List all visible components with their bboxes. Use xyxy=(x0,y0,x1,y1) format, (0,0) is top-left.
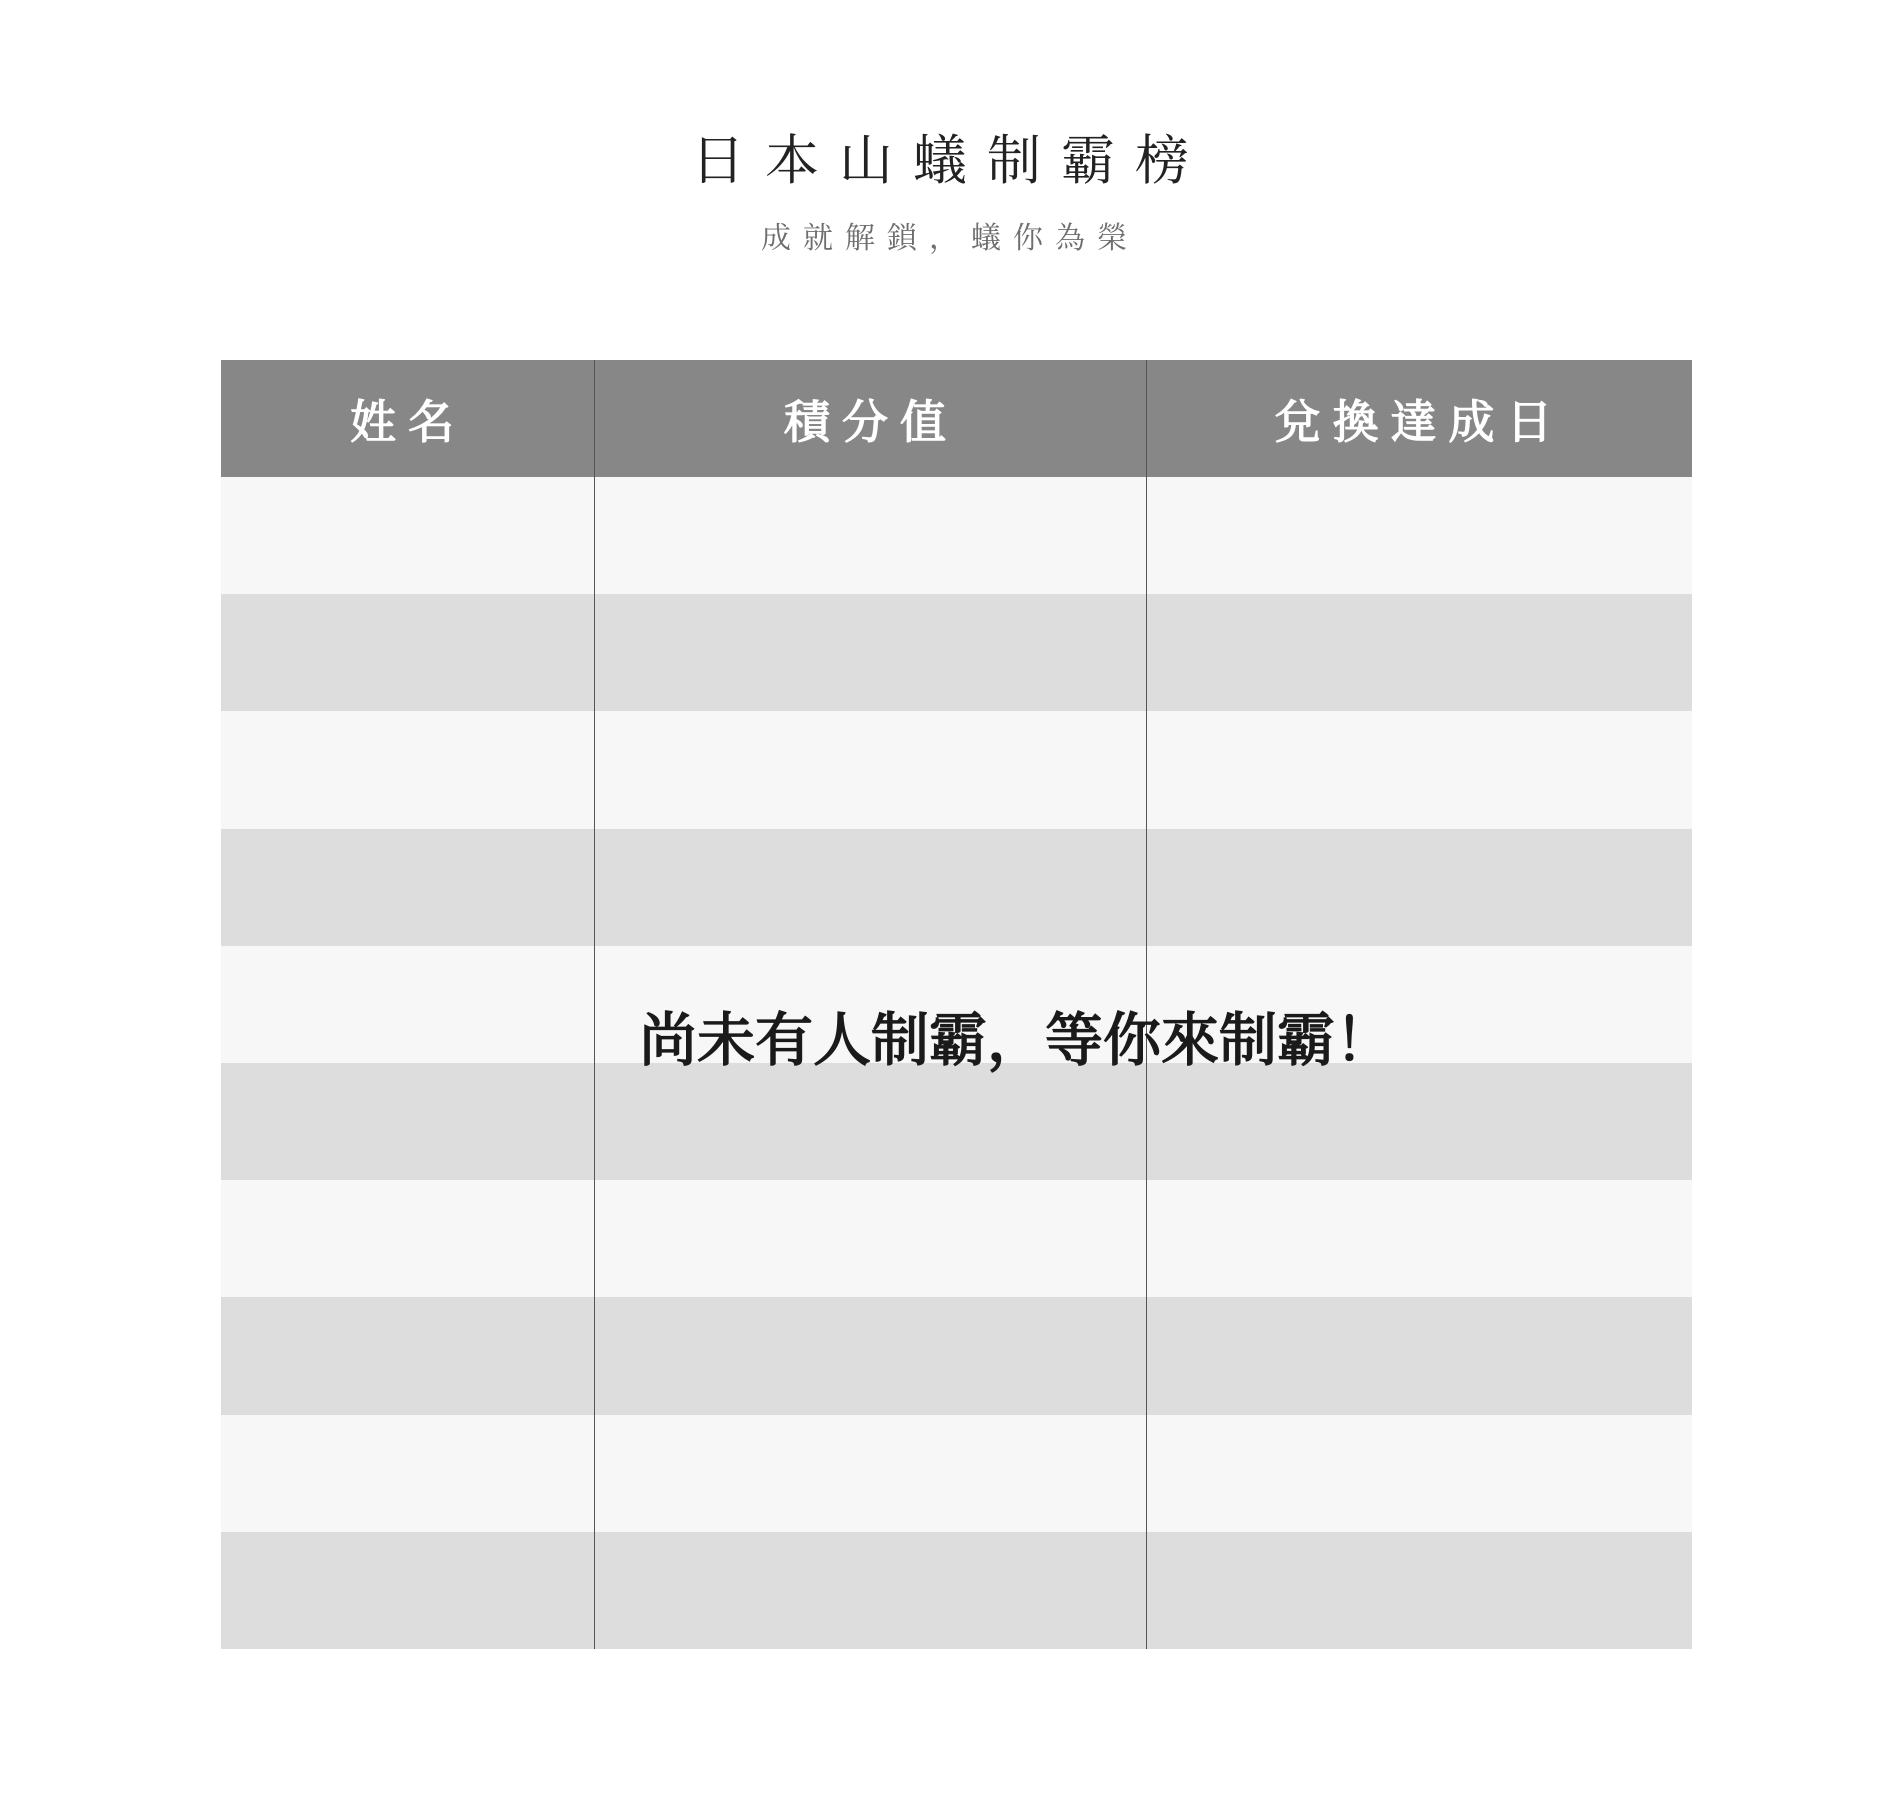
cell-score xyxy=(595,829,1147,946)
cell-date xyxy=(1147,1063,1692,1180)
leaderboard-table xyxy=(221,360,1692,1649)
cell-date xyxy=(1147,1415,1692,1532)
cell-score xyxy=(595,594,1147,711)
cell-date xyxy=(1147,711,1692,828)
table-row xyxy=(221,711,1692,828)
cell-name xyxy=(221,1063,595,1180)
table-header xyxy=(221,360,1692,477)
page-title: 日本山蟻制霸榜 xyxy=(691,129,1209,192)
cell-score xyxy=(595,1415,1147,1532)
cell-score xyxy=(595,711,1147,828)
column-header-date: 兌換達成日 xyxy=(1274,394,1565,449)
cell-name xyxy=(221,711,595,828)
cell-name xyxy=(221,1415,595,1532)
table-row xyxy=(221,1297,1692,1414)
table-row xyxy=(221,1180,1692,1297)
cell-date xyxy=(1147,477,1692,594)
column-header-score: 積分值 xyxy=(784,394,958,449)
cell-name xyxy=(221,1297,595,1414)
table-row xyxy=(221,594,1692,711)
cell-name xyxy=(221,594,595,711)
cell-score xyxy=(595,1532,1147,1649)
table-row xyxy=(221,477,1692,594)
cell-score xyxy=(595,477,1147,594)
cell-score xyxy=(595,1063,1147,1180)
cell-name xyxy=(221,829,595,946)
cell-date xyxy=(1147,1180,1692,1297)
cell-name xyxy=(221,1180,595,1297)
empty-state-message: 尚未有人制霸，等你來制霸！ xyxy=(638,1006,1393,1074)
cell-date xyxy=(1147,829,1692,946)
cell-date xyxy=(1147,594,1692,711)
cell-date xyxy=(1147,1532,1692,1649)
page-subtitle: 成就解鎖，蟻你為榮 xyxy=(761,221,1139,256)
column-header-name: 姓名 xyxy=(350,394,466,449)
cell-date xyxy=(1147,1297,1692,1414)
cell-score xyxy=(595,1297,1147,1414)
table-row xyxy=(221,1063,1692,1180)
table-row xyxy=(221,829,1692,946)
table-row xyxy=(221,1532,1692,1649)
cell-name xyxy=(221,1532,595,1649)
cell-name xyxy=(221,477,595,594)
table-row xyxy=(221,1415,1692,1532)
cell-score xyxy=(595,1180,1147,1297)
